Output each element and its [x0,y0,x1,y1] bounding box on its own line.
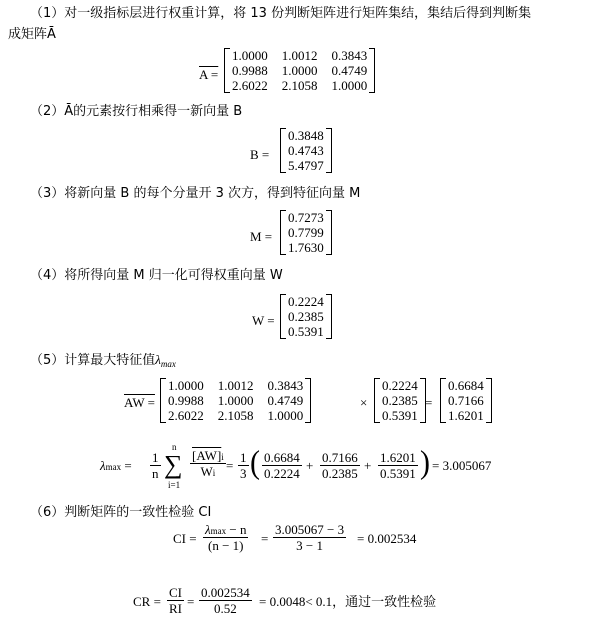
times-sign: × [360,395,368,410]
matrix-A-repeat [160,378,311,423]
ci-value: 0.002534 [367,531,417,546]
lambda-max-value: 3.005067 [442,458,492,473]
matrix-cell: 1.0012 [217,378,254,393]
vector-B-label: B = [250,147,270,162]
vector-cell: 0.5391 [288,324,324,339]
step1-text-line1: （1）对一级指标层进行权重计算，将 13 份判断矩阵进行矩阵集结，集结后得到判断集 [30,6,532,21]
vector-cell: 0.5391 [382,408,418,423]
vector-cell: 0.2385 [382,393,418,408]
ci-formula: CI = λmax − n (n − 1) = $\frac{3.005067 - 3}{3 - 1}$ = 0.002534 [173,522,417,553]
matrix-cell: 0.3843 [267,378,304,393]
matrix-cell: 1.0000 [217,393,254,408]
matrix-cell: 1.0000 [232,48,268,63]
vector-cell: 0.3848 [288,128,324,143]
cr-formula: CR = $\frac{CI}{RI}$ = $\frac{0.002534}{0.52}$ = 0.0048< 0.1，通过一致性检验 [133,585,437,616]
matrix-cell: 2.1058 [217,408,254,423]
matrix-cell: 0.3843 [331,48,368,63]
lambda-max-formula: λmax = $\frac{1}{n}$ n ∑ i=1 $\frac{[AW]i}{Wi}$ = $\frac{1}{3}$ ( $\frac{0.6684}{0.2224}$ + $\frac{0.7166}{0.2385}$ + $\frac{1.6201}{0.5391}$ ) = 3.005067 [100,442,492,490]
matrix-cell: 0.4749 [331,63,368,78]
matrix-A-label: A = [199,67,219,82]
matrix-cell: 0.9988 [168,393,204,408]
matrix-cell: 1.0000 [267,408,304,423]
step1-text-line2: 成矩阵Ā [8,27,56,42]
matrix-A [224,48,375,93]
vector-AW-result [440,378,492,423]
AW-label: AW = [124,395,155,410]
matrix-cell: 2.6022 [168,408,204,423]
matrix-cell: 1.0012 [281,48,318,63]
vector-W [280,294,332,339]
step4-text: （4）将所得向量 M 归一化可得权重向量 W [30,268,283,283]
vector-B [280,128,332,173]
vector-cell: 0.4743 [288,143,324,158]
matrix-cell: 1.0000 [331,78,368,93]
step2-text: （2）Ā的元素按行相乘得一新向量 B [30,104,243,119]
vector-W-repeat [374,378,426,423]
matrix-cell: 0.9988 [232,63,268,78]
matrix-cell: 2.1058 [281,78,318,93]
matrix-cell: 2.6022 [232,78,268,93]
vector-cell: 0.2224 [382,378,418,393]
step5-text: （5）计算最大特征值$\lambda_{max}$ [30,352,176,369]
sigma-symbol: ∑ [164,450,183,479]
vector-cell: 0.7799 [288,225,324,240]
vector-cell: 0.6684 [448,378,484,393]
vector-cell: 1.7630 [288,240,324,255]
vector-W-label: W = [252,313,275,328]
vector-cell: 0.2385 [288,309,324,324]
vector-M [280,210,332,255]
vector-cell: 5.4797 [288,158,324,173]
vector-cell: 0.7166 [448,393,484,408]
vector-cell: 0.2224 [288,294,324,309]
matrix-cell: 1.0000 [168,378,204,393]
vector-M-label: M = [250,229,273,244]
step3-text: （3）将新向量 B 的每个分量开 3 次方，得到特征向量 M [30,186,361,201]
equals-sign: = [425,395,433,410]
vector-cell: 0.7273 [288,210,324,225]
vector-cell: 1.6201 [448,408,484,423]
step6-text: （6）判断矩阵的一致性检验 CI [30,505,212,520]
matrix-cell: 1.0000 [281,63,318,78]
matrix-cell: 0.4749 [267,393,304,408]
cr-result: = 0.0048< 0.1，通过一致性检验 [259,594,437,609]
